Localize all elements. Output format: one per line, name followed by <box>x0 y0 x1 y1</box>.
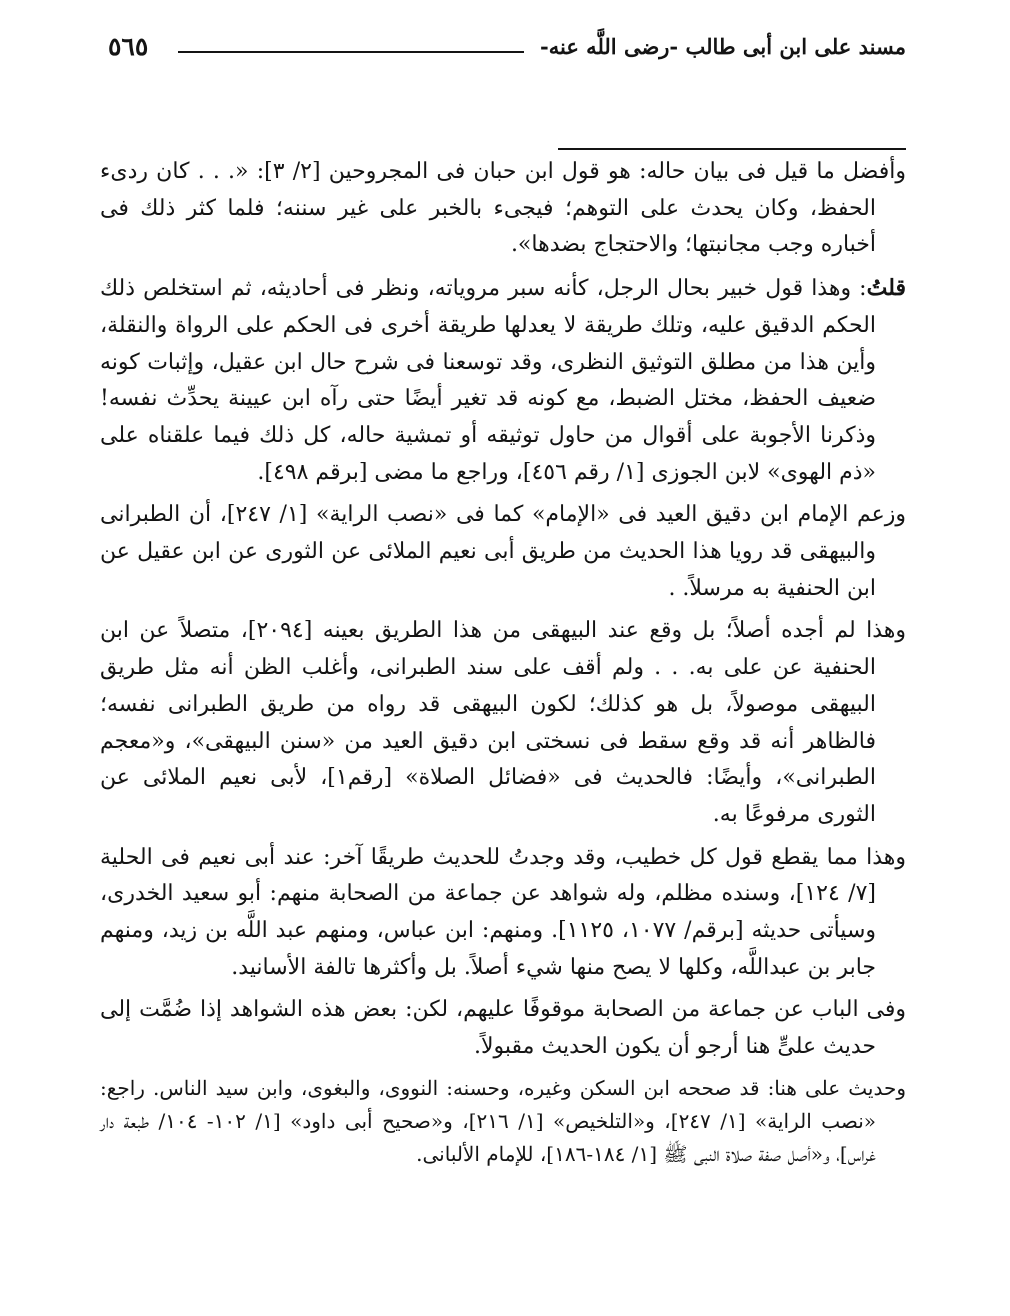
paragraph-text: وفى الباب عن جماعة من الصحابة موقوفًا عليهم، لكن: بعض هذه الشواهد إذا ضُمَّت إلى حديث علىٍّ هنا أرجو أن يكون الحديث مقبولاً. <box>100 997 906 1060</box>
footnote-separator <box>558 148 906 150</box>
header-title <box>524 34 906 59</box>
paragraph-4 <box>100 613 906 833</box>
page-number: ٥٦٥ <box>100 32 156 61</box>
paragraph-3 <box>100 497 906 607</box>
paragraph-text: وهذا مما يقطع قول كل خطيب، وقد وجدتُ للحديث طريقًا آخر: عند أبى نعيم فى الحلية [٧/ ١٢٤]، وسنده مظلم، وله شواهد عن جماعة من الصحابة منهم: أبو سعيد الخدرى، وسيأتى حديثه [برقم/ ١٠٧٧، ١١٢٥]. ومنهم: ابن عباس، ومنهم عبد اللَّه بن زيد، ومنهم جابر بن عبداللَّه، وكلها لا يصح منها شيء أصلاً. بل وأكثرها تالفة الأسانيد. <box>100 844 906 980</box>
paragraph-text: وزعم الإمام ابن دقيق العيد فى «الإمام» كما فى «نصب الراية» [١/ ٢٤٧]، أن الطبرانى والبيهقى قد رويا هذا الحديث من طريق أبى نعيم الملائى عن الثورى عن ابن عقيل عن ابن الحنفية به مرسلاً. . <box>100 502 906 601</box>
paragraph-2 <box>100 270 906 491</box>
paragraph-text: وأفضل ما قيل فى بيان حاله: هو قول ابن حبان فى المجروحين [٢/ ٣]: «. . . كان ردىء الحفظ، وكان يحدث على التوهم؛ فيجىء بالخبر على غير سننه؛ فلما كثر ذلك فى أخباره وجب مجانبتها؛ والاحتجاج بضدها». <box>100 159 907 258</box>
paragraph-text: : وهذا قول خبير بحال الرجل، كأنه سبر مروياته، ونظر فى أحاديثه، ثم استخلص ذلك الحكم الدقيق عليه، وتلك طريقة لا يعدلها طريقة أخرى فى الحكم على الرواة والنقلة، وأين هذا من مطلق التوثيق النظرى، وقد توسعنا فى شرح حال ابن عقيل، وإثبات كونه ضعيف الحفظ، مختل الضبط، مع كونه قد تغير أيضًا حتى رآه ابن عيينة يحدِّث نفسه! وذكرنا الأجوبة على أقوال من حاول توثيقه أو تمشية حاله، كل ذلك فيما علقناه على «ذم الهوى» لابن الجوزى [١/ رقم ٤٥٦]، وراجع ما مضى [برقم ٤٩٨]. <box>100 276 876 485</box>
header-title-text: مسند على ابن أبى طالب -رضى اللَّه عنه- <box>540 34 906 59</box>
paragraph-text: وحديث على هنا: قد صححه ابن السكن وغيره، وحسنه: النووى، والبغوى، وابن سيد الناس. راجع: «نصب الراية» [١/ ٢٤٧]، و«التلخيص» [١/ ٢١٦]، و«صحيح أبى داود» [١/ ١٠٢- ١٠٤/ طبعة دار غراس]، و«أصل صفة صلاة النبى ﷺ [١/ ١٨٤-١٨٦]، للإمام الألبانى. <box>100 1075 906 1166</box>
paragraph-7 <box>100 1072 906 1171</box>
paragraph-1 <box>100 154 906 264</box>
paragraph-lead: قلتُ <box>866 275 906 302</box>
footnote-body <box>100 154 906 1171</box>
paragraph-text: وهذا لم أجده أصلاً؛ بل وقع عند البيهقى من هذا الطريق بعينه [٢٠٩٤]، متصلاً عن ابن الحنفية عن على به. . . ولم أقف على سند الطبرانى، وأغلب الظن أنه مثل طريق البيهقى موصولاً، بل هو كذلك؛ لكون البيهقى قد رواه من طريق الطبرانى نفسه؛ فالظاهر أنه قد وقع سقط فى نسختى ابن دقيق العيد من «سنن البيهقى»، و«معجم الطبرانى»، وأيضًا: فالحديث فى «فضائل الصلاة» [رقم١]، لأبى نعيم الملائى عن الثورى مرفوعًا به. <box>100 618 906 827</box>
paragraph-6 <box>100 992 906 1065</box>
running-header <box>100 30 906 70</box>
paragraph-5 <box>100 840 906 987</box>
